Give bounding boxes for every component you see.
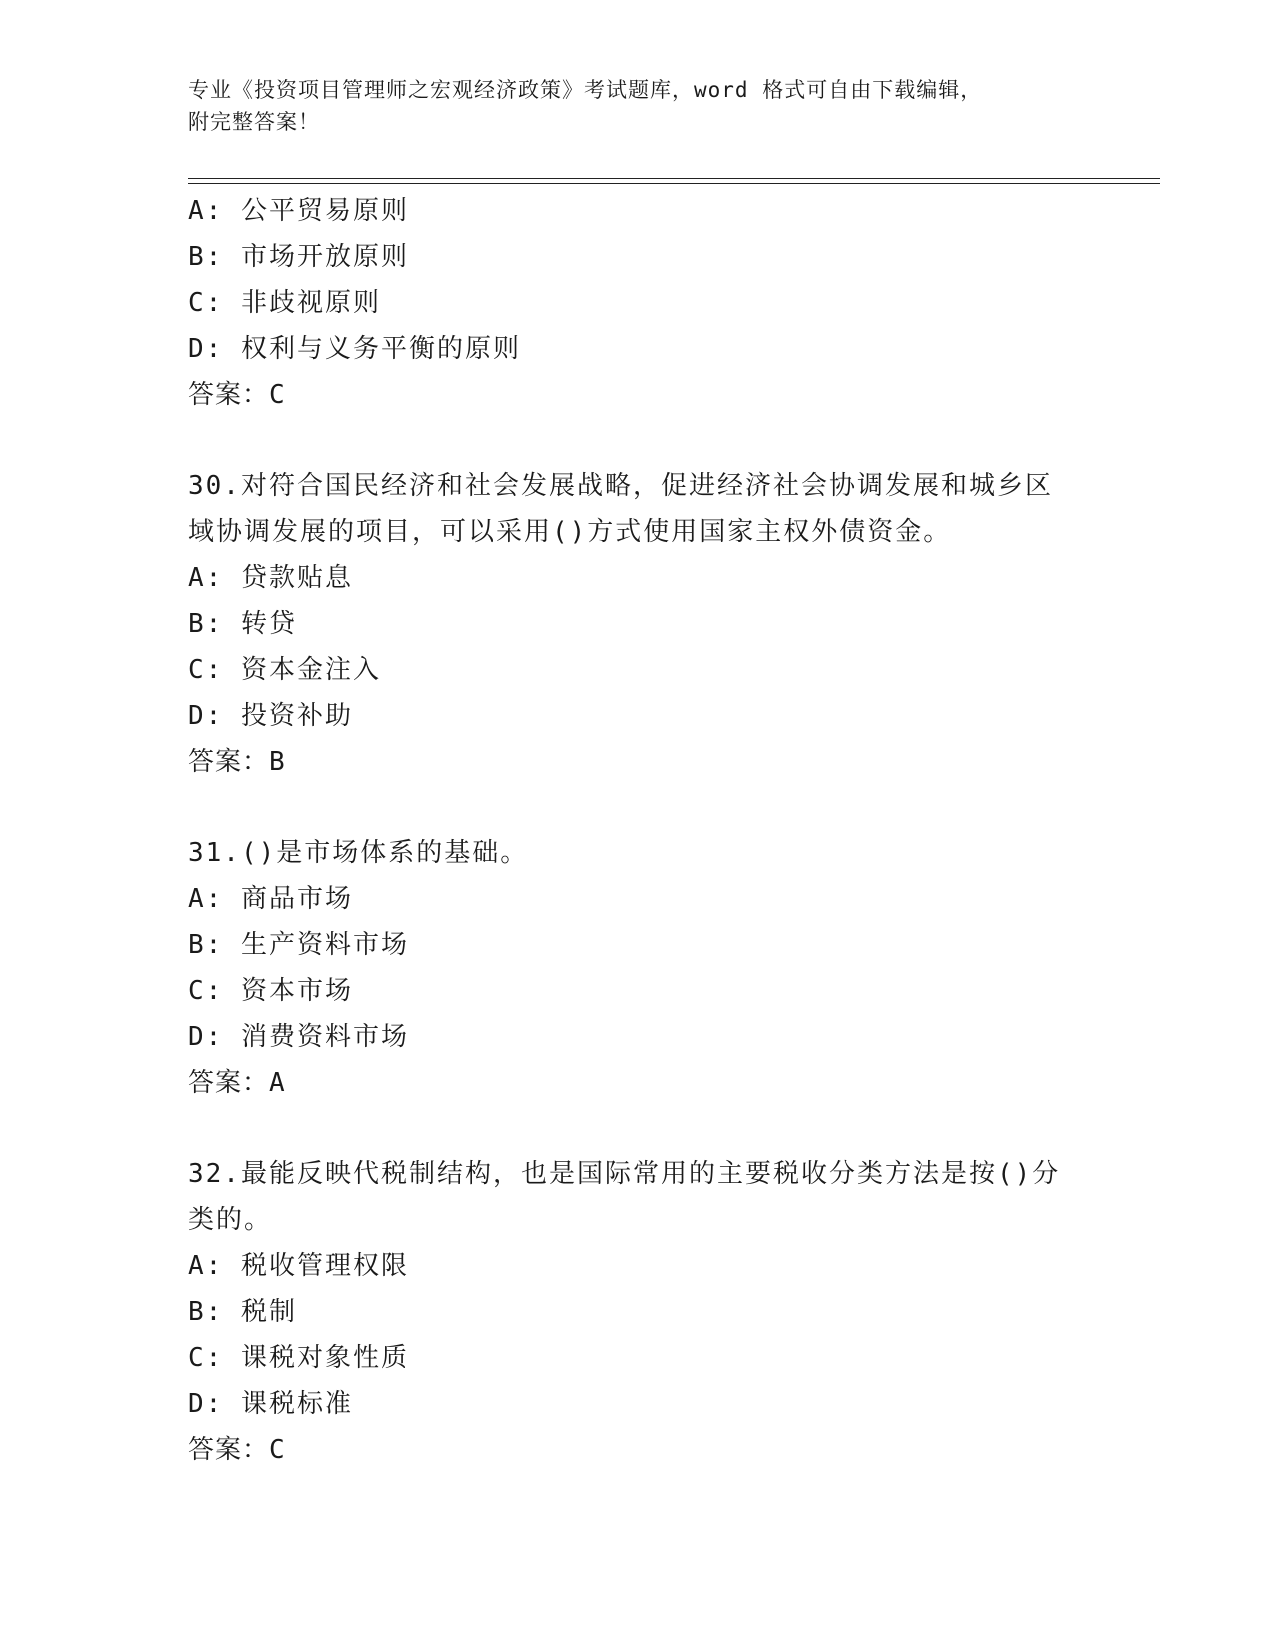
question-list: [188, 188, 1088, 1473]
block-spacer: [188, 785, 1088, 830]
answer-option: C: 非歧视原则: [188, 288, 381, 318]
question-text: 31.()是市场体系的基础。: [188, 838, 529, 868]
question-block: [188, 463, 1088, 785]
question-text: 类的。: [188, 1205, 273, 1235]
answer-option: A: 贷款贴息: [188, 563, 353, 593]
header-line-2: 附完整答案！: [188, 110, 320, 134]
answer-option: A: 公平贸易原则: [188, 196, 409, 226]
question-block: [188, 830, 1088, 1106]
answer-label: 答案：: [188, 380, 270, 410]
answer-label: 答案：: [188, 747, 270, 777]
answer-option: D: 权利与义务平衡的原则: [188, 334, 521, 364]
answer-option: D: 消费资料市场: [188, 1022, 409, 1052]
answer-option: C: 课税对象性质: [188, 1343, 409, 1373]
answer-option: C: 资本市场: [188, 976, 353, 1006]
answer-line: [188, 1427, 1088, 1473]
answer-option: B: 转贷: [188, 609, 297, 639]
answer-option: D: 课税标准: [188, 1389, 353, 1419]
question-text: 域协调发展的项目，可以采用()方式使用国家主权外债资金。: [188, 517, 952, 547]
question-text: 30.对符合国民经济和社会发展战略，促进经济社会协调发展和城乡区: [188, 471, 1053, 501]
answer-line: [188, 1060, 1088, 1106]
block-spacer: [188, 418, 1088, 463]
answer-option: A: 商品市场: [188, 884, 353, 914]
answer-line: [188, 739, 1088, 785]
question-block: [188, 1151, 1088, 1473]
answer-option: B: 市场开放原则: [188, 242, 409, 272]
header-divider-bottom: [188, 183, 1160, 184]
block-spacer: [188, 1106, 1088, 1151]
answer-line: [188, 372, 1088, 418]
header-line-1: 专业《投资项目管理师之宏观经济政策》考试题库，word 格式可自由下载编辑，: [188, 78, 983, 102]
question-block: [188, 188, 1088, 418]
document-header: [188, 74, 1068, 138]
answer-option: D: 投资补助: [188, 701, 353, 731]
answer-option: B: 税制: [188, 1297, 297, 1327]
answer-value: C: [269, 1435, 287, 1465]
answer-option: A: 税收管理权限: [188, 1251, 409, 1281]
answer-label: 答案：: [188, 1435, 270, 1465]
answer-value: A: [269, 1068, 287, 1098]
answer-option: C: 资本金注入: [188, 655, 381, 685]
answer-value: B: [269, 747, 287, 777]
answer-value: C: [269, 380, 287, 410]
answer-label: 答案：: [188, 1068, 270, 1098]
answer-option: B: 生产资料市场: [188, 930, 409, 960]
header-divider-top: [188, 178, 1160, 179]
question-text: 32.最能反映代税制结构，也是国际常用的主要税收分类方法是按()分: [188, 1159, 1061, 1189]
